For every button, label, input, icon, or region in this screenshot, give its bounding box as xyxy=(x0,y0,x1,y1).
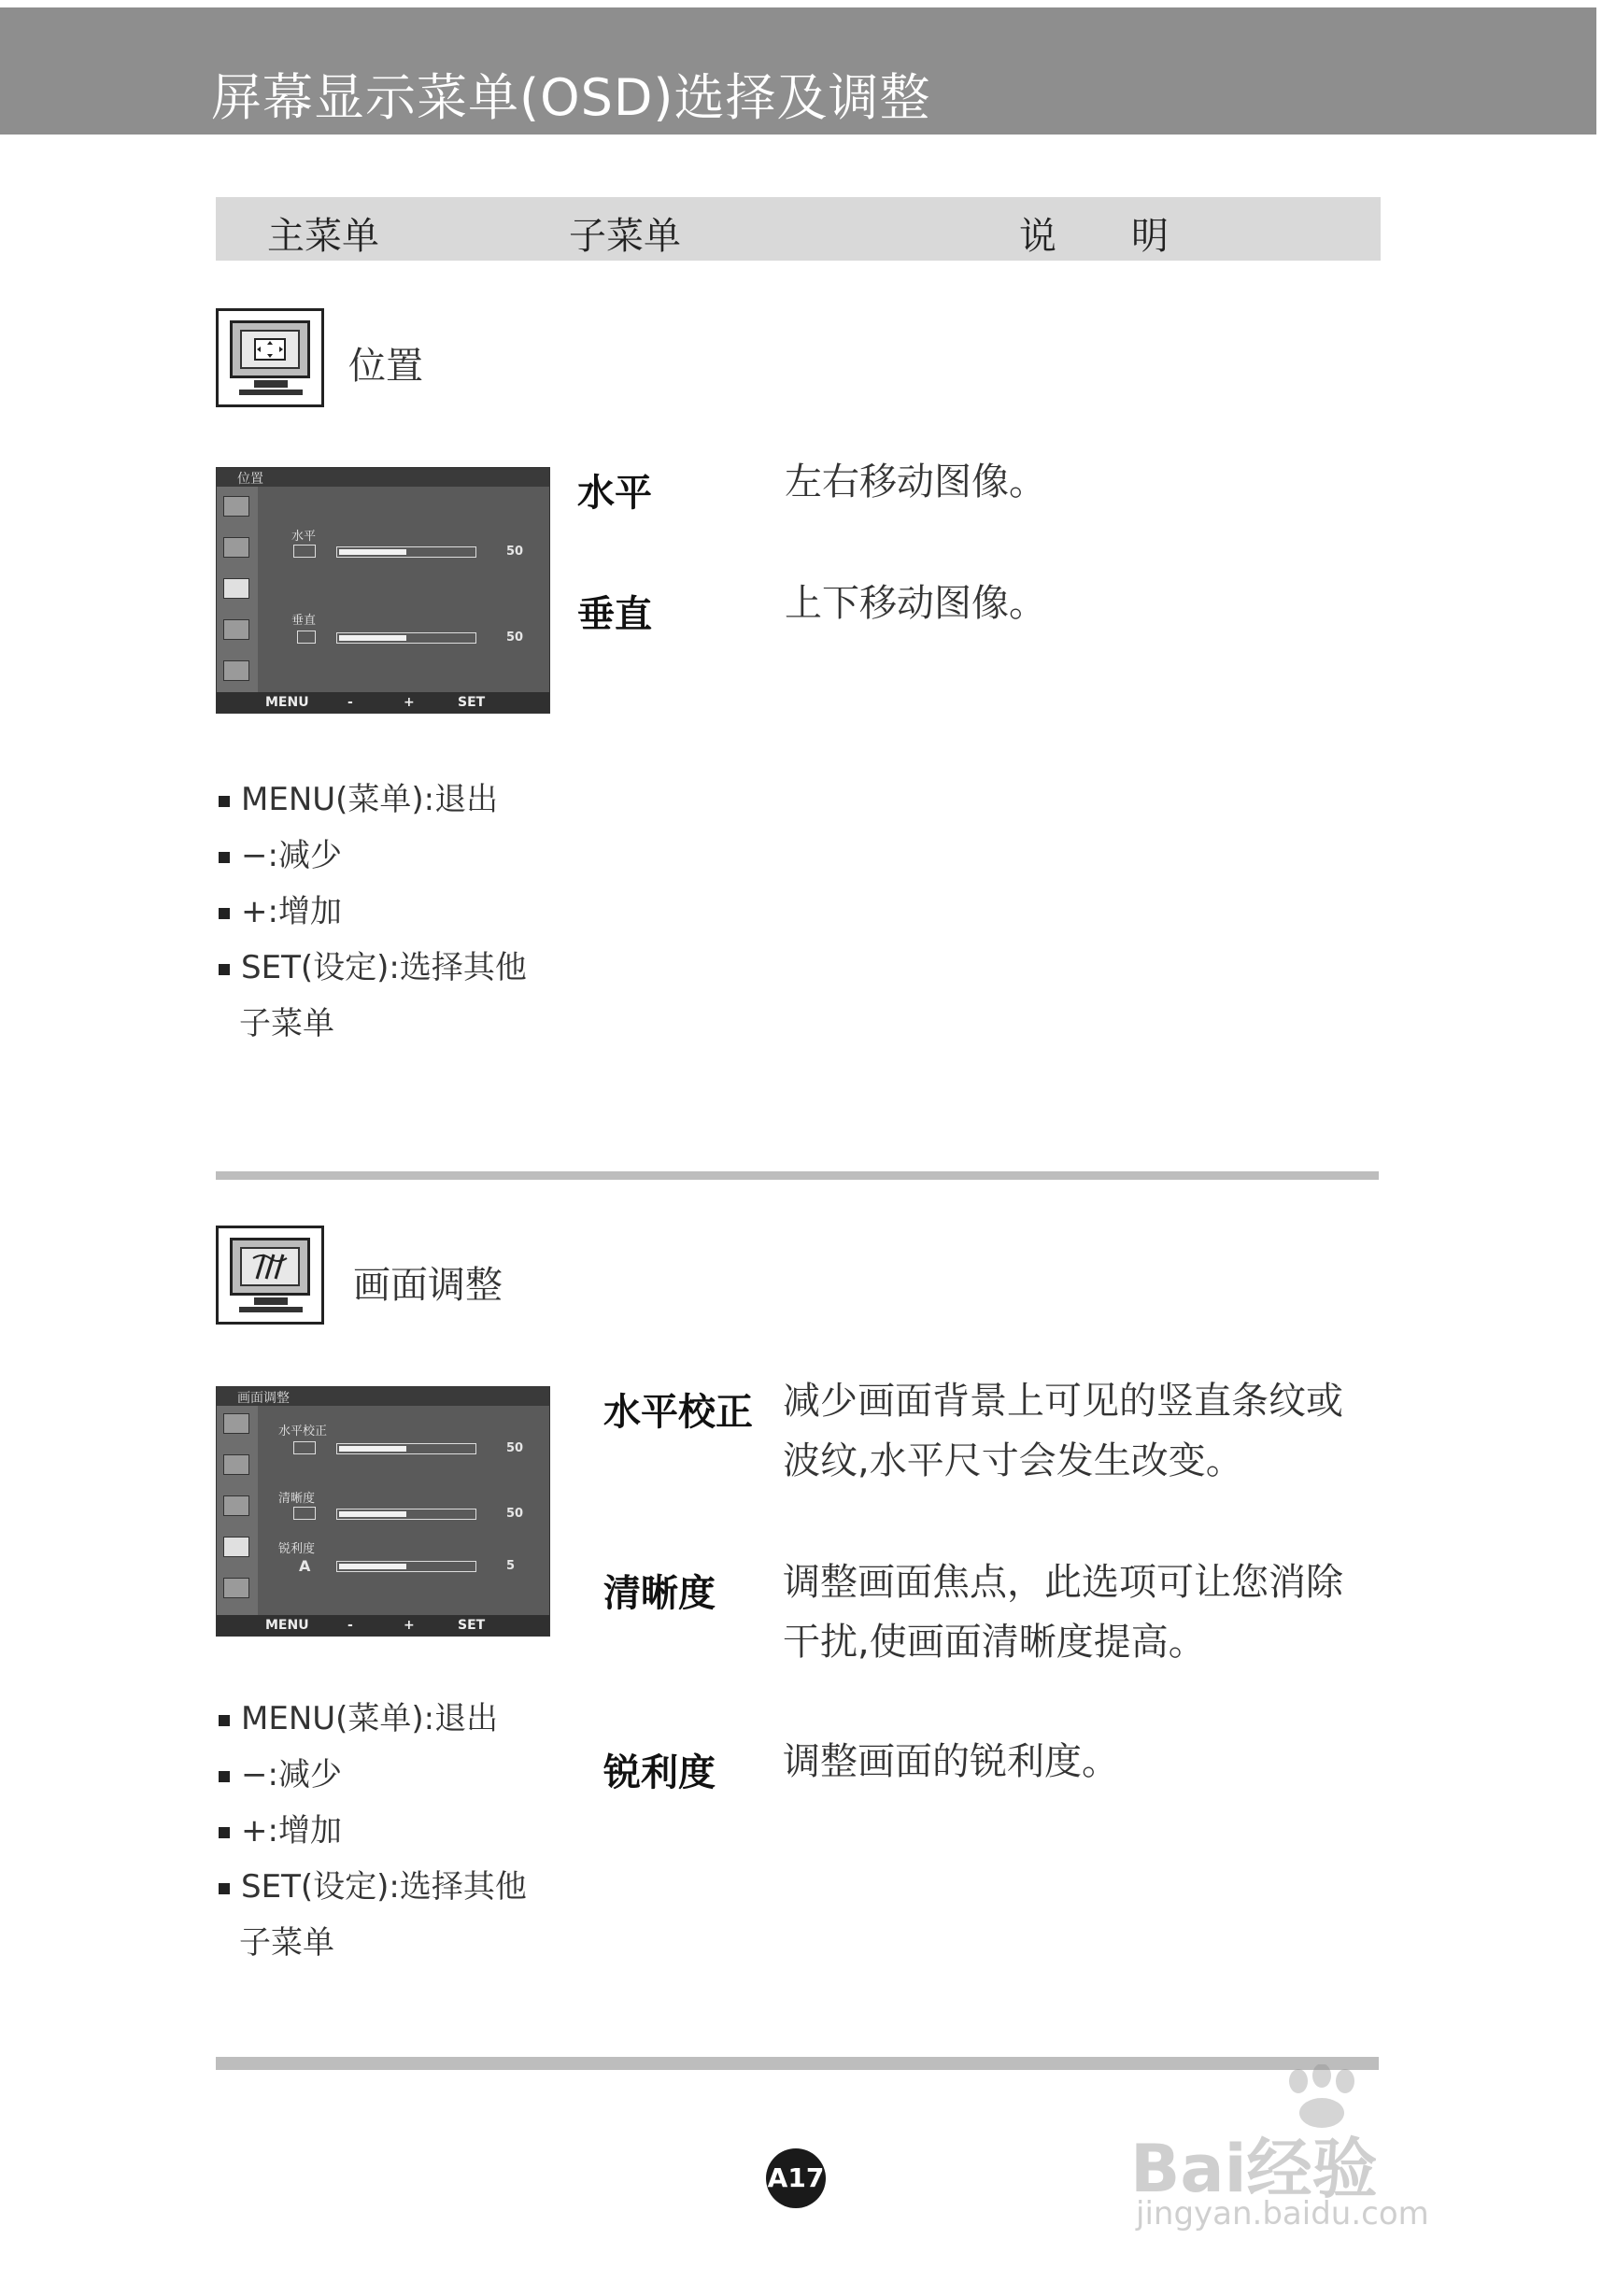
osd-item-label: 水平校正 xyxy=(278,1424,328,1439)
submenu-description: 上下移动图像。 xyxy=(785,582,1046,625)
osd-item-value: 50 xyxy=(506,545,524,559)
osd-setup-icon xyxy=(223,1578,249,1598)
column-header-main-menu: 主菜单 xyxy=(267,215,379,258)
submenu-name: 锐利度 xyxy=(603,1751,716,1794)
page-number: A17 xyxy=(766,2148,826,2208)
osd-footer-menu: MENU xyxy=(265,1618,309,1633)
osd-brightness-icon xyxy=(223,496,249,517)
column-header-band xyxy=(216,197,1381,261)
osd-slider xyxy=(336,1561,476,1572)
vertical-position-icon xyxy=(297,631,316,644)
osd-slider xyxy=(336,1443,476,1454)
sharpness-icon: A xyxy=(299,1557,311,1575)
position-section-title: 位置 xyxy=(348,345,423,388)
osd-color-icon xyxy=(223,1454,249,1475)
osd-color-icon xyxy=(223,537,249,558)
watermark-brand: Bai经验 xyxy=(1130,2131,1378,2207)
osd-picture-screenshot xyxy=(216,1386,550,1637)
osd-picture-icon xyxy=(223,1537,249,1557)
watermark-url: jingyan.baidu.com xyxy=(1136,2195,1429,2232)
bullet-item: MENU(菜单):退出 xyxy=(219,1693,498,1738)
osd-footer-menu: MENU xyxy=(265,695,309,710)
section-divider xyxy=(216,1171,1379,1180)
baidu-watermark xyxy=(1130,2064,1504,2242)
bullet-item: SET(设定):选择其他 xyxy=(219,1861,527,1906)
submenu-name: 垂直 xyxy=(577,593,652,636)
osd-slider xyxy=(336,546,476,558)
bullet-item: SET(设定):选择其他 xyxy=(219,942,527,987)
osd-footer xyxy=(217,692,549,713)
osd-item-value: 50 xyxy=(506,631,524,645)
osd-item-value: 5 xyxy=(506,1559,516,1573)
bullet-continuation: 子菜单 xyxy=(239,1005,334,1042)
clock-icon xyxy=(293,1441,316,1454)
osd-brightness-icon xyxy=(223,1413,249,1434)
picture-section-title: 画面调整 xyxy=(353,1264,503,1307)
submenu-description: 减少画面背景上可见的竖直条纹或 波纹,水平尺寸会发生改变。 xyxy=(783,1380,1343,1482)
osd-footer xyxy=(217,1615,549,1636)
submenu-name: 水平 xyxy=(577,472,652,515)
osd-slider xyxy=(336,632,476,644)
osd-item-label: 垂直 xyxy=(291,614,317,628)
osd-header: 位置 xyxy=(237,472,263,487)
osd-slider xyxy=(336,1509,476,1520)
osd-footer-plus: + xyxy=(404,1618,415,1633)
osd-item-value: 50 xyxy=(506,1441,524,1455)
position-monitor-icon xyxy=(216,308,324,407)
osd-item-label: 水平 xyxy=(291,530,317,544)
page-title: 屏幕显示菜单(OSD)选择及调整 xyxy=(211,68,931,127)
osd-item-value: 50 xyxy=(506,1507,524,1521)
osd-footer-set: SET xyxy=(458,695,486,710)
column-header-sub-menu: 子菜单 xyxy=(569,215,681,258)
submenu-description: 左右移动图像。 xyxy=(785,461,1046,503)
osd-position-icon xyxy=(223,1495,249,1516)
osd-footer-minus: - xyxy=(347,695,353,710)
osd-setup-icon xyxy=(223,660,249,681)
osd-item-label: 清晰度 xyxy=(278,1492,316,1506)
submenu-description: 调整画面焦点，此选项可让您消除 干扰,使画面清晰度提高。 xyxy=(783,1561,1343,1664)
osd-position-screenshot xyxy=(216,467,550,714)
column-header-description: 说 明 xyxy=(1019,215,1169,258)
submenu-name: 水平校正 xyxy=(603,1391,753,1434)
osd-footer-set: SET xyxy=(458,1618,486,1633)
phase-icon xyxy=(293,1507,316,1520)
submenu-name: 清晰度 xyxy=(603,1572,716,1615)
bullet-item: +:增加 xyxy=(219,1805,342,1850)
bullet-item: +:增加 xyxy=(219,886,342,931)
osd-item-label: 锐利度 xyxy=(278,1542,316,1556)
osd-footer-minus: - xyxy=(347,1618,353,1633)
bullet-item: −:减少 xyxy=(219,1749,342,1794)
horizontal-position-icon xyxy=(293,545,316,558)
bullet-item: MENU(菜单):退出 xyxy=(219,773,498,819)
picture-adjust-monitor-icon xyxy=(216,1226,324,1325)
submenu-description: 调整画面的锐利度。 xyxy=(783,1740,1119,1783)
osd-footer-plus: + xyxy=(404,695,415,710)
bullet-item: −:减少 xyxy=(219,829,342,875)
osd-picture-icon xyxy=(223,619,249,640)
osd-position-icon xyxy=(223,578,249,599)
bullet-continuation: 子菜单 xyxy=(239,1924,334,1962)
osd-header: 画面调整 xyxy=(237,1391,290,1406)
